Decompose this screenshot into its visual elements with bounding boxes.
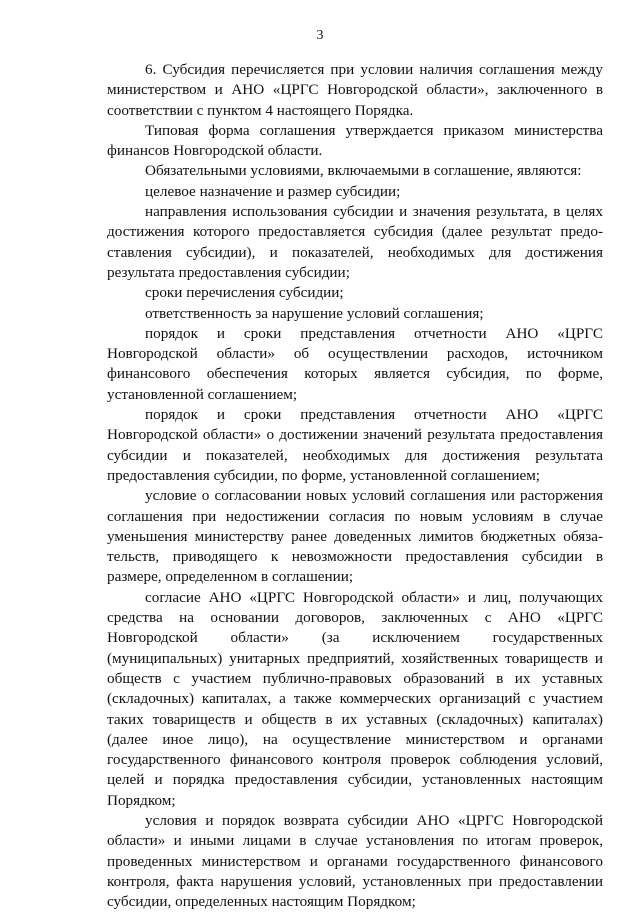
paragraph-subsidy-transfer: 6. Субсидия перечисляется при условии наличия соглашения между министерством и АНО «ЦРГС Новгородской области», заключенного в соответствии с пунктом 4 настоящего Порядка.: [107, 61, 603, 119]
page-number: 3: [316, 28, 324, 43]
paragraph-standard-form: Типовая форма соглашения утверждается приказом министерства финансов Новгородской области.: [107, 121, 603, 160]
condition-responsibility: ответственность за нарушение условий соглашения;: [145, 304, 484, 322]
condition-transfer-terms: сроки перечисления субсидии;: [145, 284, 344, 302]
condition-refund: условия и порядок возврата субсидии АНО «ЦРГС Новгородской области» и иными лицами в случае установления по итогам проверок, проведенных министерством и органами государственного финансового контроля, факта нарушения условий, установленных при предоставлении субсидии, определенных настоящим Порядком;: [107, 811, 603, 911]
condition-results-reporting: порядок и сроки представления отчетности АНО «ЦРГС Новгородской области» о достижении значений результата предоставления субсидии и показателей, необходимых для достижения результата предоставления субсидии, по форме, установленной соглашением;: [107, 406, 603, 484]
condition-renegotiation: условие о согласовании новых условий соглашения или расторжения соглашения при недостижении согласия по новым условиям в случае уменьшения министерству ранее доведенных лимитов бюджетных обязательств, приводящего к невозможности предоставления субсидии в размере, определенном в соглашении;: [107, 487, 603, 586]
condition-expense-reporting: порядок и сроки представления отчетности АНО «ЦРГС Новгородской области» об осуществлении расходов, источником финансового обеспечения которых является субсидия, по форме, установленной соглашением;: [107, 324, 603, 403]
condition-directions-results: направления использования субсидии и значения результата, в целях достижения которого предоставляется субсидия (далее результат предоставления субсидии), и показателей, необходимых для достижения результата предоставления субсидии;: [107, 203, 603, 281]
document-body: [107, 60, 603, 912]
condition-purpose-amount: целевое назначение и размер субсидии;: [145, 182, 401, 200]
paragraph-mandatory-conditions: Обязательными условиями, включаемыми в соглашение, являются:: [145, 162, 582, 180]
condition-audit-consent: согласие АНО «ЦРГС Новгородской области» и лиц, получающих средства на основании договоров, заключенных с АНО «ЦРГС Новгородской области» (за исключением государственных (муниципальных) унитарных предприятий, хозяйственных товариществ и обществ с участием публично-правовых образований в их уставных (складочных) капиталах, а также коммерческих организаций с участием таких товариществ и обществ в их уставных (складочных) капиталах) (далее иное лицо), на осуществление министерством и органами государственного финансового контроля проверок соблюдения условий, целей и порядка предоставления субсидии, установленных настоящим Порядком;: [107, 588, 603, 809]
